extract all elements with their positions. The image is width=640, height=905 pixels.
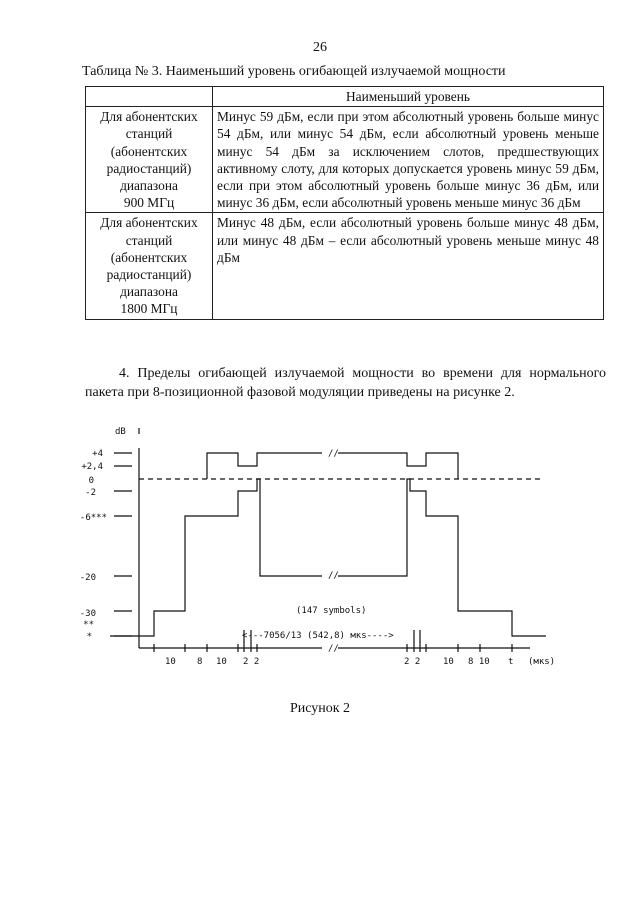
table-caption: Таблица № 3. Наименьший уровень огибающей излучаемой мощности (82, 64, 506, 79)
y-tick-label: -30 (79, 609, 96, 619)
duration-note: <---7056/13 (542,8) мкs----> (242, 631, 394, 641)
body-paragraph: 4. Пределы огибающей излучаемой мощности во времени для нормального пакета при 8-позиционной фазовой модуляции приведены на рисунке 2. (85, 366, 606, 400)
y-unit-label: dB (115, 427, 126, 437)
upper-mask-line (338, 453, 458, 479)
table-row (86, 107, 604, 213)
limits-table (85, 86, 604, 320)
table-header-cell: Наименьший уровень (213, 87, 604, 107)
y-tick-label: -20 (79, 573, 96, 583)
upper-mask-line (207, 453, 322, 479)
level-cell: Минус 59 дБм, если при этом абсолютный уровень больше минус 54 дБм, или минус 54 дБм, если абсолютный уровень меньше минус 54 дБм за исключением слотов, предшествующих активному слоту, для которых допускается уровень минус 59 дБм, если при этом абсолютный уровень больше минус 36 дБм, или минус 36 дБм, если абсолютный уровень меньше минус 36 дБм (213, 107, 604, 213)
x-tick-label: 2 2 (243, 657, 260, 667)
table-header-cell (86, 87, 213, 107)
break-mark: // (328, 644, 339, 654)
station-cell: Для абонентских станций (абонентских радиостанций) диапазона 1800 МГц (86, 213, 213, 319)
lower-mask-line (110, 479, 322, 636)
y-tick-label: * (86, 632, 92, 642)
y-tick-label: ** (83, 620, 94, 630)
break-mark: // (328, 449, 339, 459)
y-tick-label: 0 (88, 476, 94, 486)
power-mask-figure (70, 418, 570, 678)
x-tick-label: 8 (197, 657, 203, 667)
y-tick-label: +2,4 (81, 462, 103, 472)
break-mark: // (328, 571, 339, 581)
page-number: 26 (313, 40, 327, 55)
x-tick-label: 10 (443, 657, 454, 667)
y-tick-label: +4 (92, 449, 103, 459)
station-cell: Для абонентских станций (абонентских радиостанций) диапазона 900 МГц (86, 107, 213, 213)
symbols-note: (147 symbols) (296, 606, 367, 616)
table-row (86, 213, 604, 319)
figure-caption: Рисунок 2 (289, 701, 351, 716)
x-tick-label: 2 2 (404, 657, 421, 667)
y-tick-label: -6*** (79, 513, 107, 523)
lower-mask-line (338, 479, 546, 636)
x-tick-label: 10 (165, 657, 176, 667)
y-tick-label: -2 (85, 488, 96, 498)
x-tick-label: 8 10 (468, 657, 490, 667)
table-header-row (86, 87, 604, 107)
x-tick-label: t (508, 657, 514, 667)
x-tick-label: (мкs) (528, 657, 556, 667)
level-cell: Минус 48 дБм, если абсолютный уровень больше минус 48 дБм, или минус 48 дБм – если абсолютный уровень меньше минус 48 дБм (213, 213, 604, 319)
x-tick-label: 10 (216, 657, 227, 667)
